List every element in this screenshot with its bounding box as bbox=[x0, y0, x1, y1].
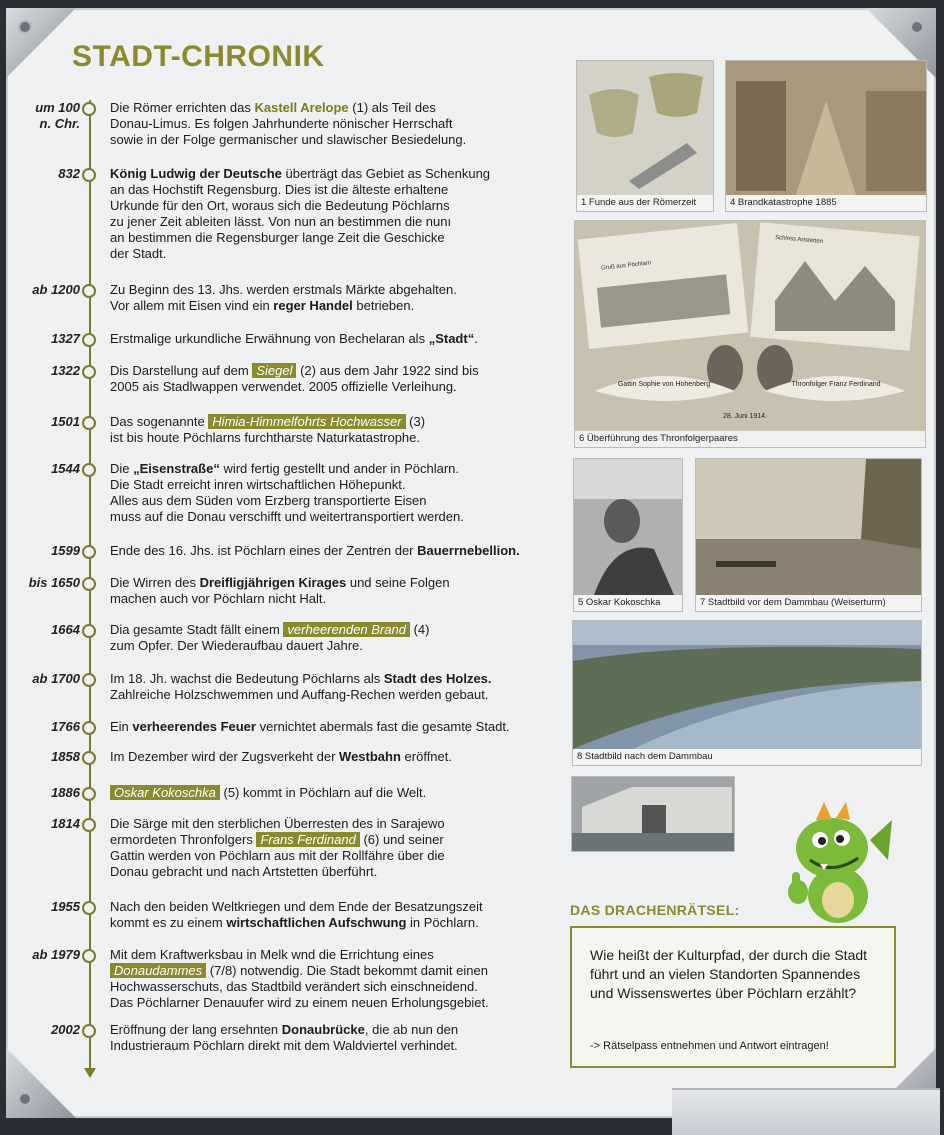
timeline-text bbox=[110, 899, 550, 931]
timeline-dot-icon bbox=[82, 901, 96, 915]
text-run: (2) aus dem Jahr 1922 sind bis 2005 ais Stadlwappen verwendet. 2005 offizielle Verleihung. bbox=[110, 363, 479, 394]
photo-image bbox=[726, 61, 926, 195]
timeline-dot-icon bbox=[82, 818, 96, 832]
tag-label: Oskar Kokoschka bbox=[110, 785, 220, 800]
screw-icon bbox=[20, 1094, 30, 1104]
timeline-arrow-icon bbox=[84, 1068, 96, 1078]
timeline-year: 1322 bbox=[51, 363, 80, 378]
highlight-run: Kastell Arelope bbox=[254, 100, 349, 115]
tag-label: verheerenden Brand bbox=[283, 622, 410, 637]
text-run: (5) kommt in Pöchlarn auf die Welt. bbox=[219, 785, 427, 800]
photo-flood-building bbox=[571, 776, 735, 852]
riddle-question: Wie heißt der Kulturpfad, der durch die Stadt führt und an vielen Standorten Spannendes und Wissenswertes über Pöchlarn erzählt? bbox=[590, 947, 868, 1001]
timeline-text bbox=[110, 575, 550, 607]
photo-caption: 5 Oskar Kokoschka bbox=[574, 595, 682, 611]
timeline-dot-icon bbox=[82, 787, 96, 801]
tag-label: Frans Ferdinand bbox=[256, 832, 359, 847]
screw-icon bbox=[912, 22, 922, 32]
timeline-year: 1327 bbox=[51, 331, 80, 346]
bold-run: Westbahn bbox=[339, 749, 401, 764]
timeline-text bbox=[110, 1022, 550, 1054]
text-run: Dia gesamte Stadt fällt einem bbox=[110, 622, 284, 637]
photo-image bbox=[577, 61, 713, 195]
timeline-dot-icon bbox=[82, 284, 96, 298]
timeline-text bbox=[110, 414, 550, 446]
timeline-year: 1766 bbox=[51, 719, 80, 734]
timeline-text bbox=[110, 363, 550, 395]
timeline-year: 1544 bbox=[51, 461, 80, 476]
timeline-dot-icon bbox=[82, 168, 96, 182]
timeline-dot-icon bbox=[82, 463, 96, 477]
timeline-year: um 100 n. Chr. bbox=[35, 100, 80, 131]
timeline-year: 832 bbox=[58, 166, 80, 181]
timeline-text bbox=[110, 816, 550, 880]
bold-run: verheerendes Feuer bbox=[132, 719, 256, 734]
timeline-dot-icon bbox=[82, 416, 96, 430]
postcard-right-title: Schloss Artstetten bbox=[774, 234, 824, 246]
photo-image bbox=[573, 621, 921, 749]
text-run: Ende des 16. Jhs. ist Pöchlarn eines der Zentren der bbox=[110, 543, 418, 558]
timeline-dot-icon bbox=[82, 673, 96, 687]
timeline-year: 1858 bbox=[51, 749, 80, 764]
timeline-dot-icon bbox=[82, 102, 96, 116]
text-run: , die ab nun den Industrieraum Pöchlarn direkt mit dem Waldviertel verhindet. bbox=[110, 1022, 459, 1053]
timeline-year: 1886 bbox=[51, 785, 80, 800]
timeline-dot-icon bbox=[82, 751, 96, 765]
photo-caption: 8 Stadtbild nach dem Dammbau bbox=[573, 749, 921, 765]
timeline-text bbox=[110, 331, 550, 347]
text-run: Mit dem Kraftwerksbau in Melk wnd die Errichtung eines bbox=[110, 947, 434, 962]
timeline-dot-icon bbox=[82, 577, 96, 591]
photo-after-dam bbox=[572, 620, 922, 766]
bold-run: wirtschaftlichen Aufschwung bbox=[226, 915, 407, 930]
text-run: . bbox=[474, 331, 478, 346]
riddle-hint: -> Rätselpass entnehmen und Antwort eintragen! bbox=[590, 1040, 829, 1052]
dragon-mascot-icon bbox=[780, 800, 895, 925]
timeline-text bbox=[110, 749, 550, 765]
photo-fire-1885 bbox=[725, 60, 927, 212]
photo-image bbox=[696, 459, 921, 595]
timeline-text bbox=[110, 166, 550, 262]
text-run: (4) zum Opfer. Der Wiederaufbau dauert Jahre. bbox=[110, 622, 430, 653]
text-run: (7/8) notwendig. Die Stadt bekommt damit einen Hochwasserschuts, das Stadtbild verändert sich einschneidend. Das Pöchlarner Denauufer wird zu einem neuen Erholungsgebiet. bbox=[110, 963, 489, 1010]
timeline-dot-icon bbox=[82, 721, 96, 735]
text-run: (3) ist bis houte Pöchlarns furchtharste Naturkatastrophe. bbox=[110, 414, 426, 445]
text-run: Die Särge mit den sterblichen Überresten des in Sarajewo ermordeten Thronfolgers bbox=[110, 816, 445, 847]
text-run: (6) und seiner Gattin werden von Pöchlarn aus mit der Rollfähre über die Donau gebracht und nach Artstetten überführt. bbox=[110, 832, 445, 879]
text-run: Das sogenannte bbox=[110, 414, 209, 429]
photo-roman-finds bbox=[576, 60, 714, 212]
timeline-text bbox=[110, 671, 550, 703]
tag-label: Donaudammes bbox=[110, 963, 206, 978]
corner-bracket bbox=[6, 1048, 76, 1118]
text-run: (1) als Teil des Donau-Limus. Es folgen Jahrhunderte nönischer Herrschaft sowie in der Folge germanischer und slawischer Besiedelung. bbox=[110, 100, 467, 147]
tag-label: Siegel bbox=[252, 363, 296, 378]
timeline-dot-icon bbox=[82, 545, 96, 559]
postcard-date: 28. Juni 1914. bbox=[723, 413, 767, 420]
timeline-year: ab 1979 bbox=[32, 947, 80, 962]
timeline-text bbox=[110, 100, 550, 148]
bold-run: Donaubrücke bbox=[281, 1022, 365, 1037]
timeline-year: bis 1650 bbox=[28, 575, 80, 590]
photo-image bbox=[575, 221, 925, 431]
photo-caption: 4 Brandkatastrophe 1885 bbox=[726, 195, 926, 211]
timeline-dot-icon bbox=[82, 333, 96, 347]
timeline-year: 1955 bbox=[51, 899, 80, 914]
postcard-left-title: Gruß aus Pöchlarn bbox=[600, 260, 652, 272]
text-run: Im Dezember wird der Zugsverkeht der bbox=[110, 749, 340, 764]
leaflet-holder[interactable] bbox=[672, 1088, 940, 1135]
riddle-box bbox=[570, 926, 896, 1068]
text-run: und seine Folgen machen auch vor Pöchlarn nicht Halt. bbox=[110, 575, 450, 606]
timeline-text bbox=[110, 622, 550, 654]
photo-caption: 1 Funde aus der Römerzeit bbox=[577, 195, 713, 211]
photo-kokoschka bbox=[573, 458, 683, 612]
timeline-text bbox=[110, 282, 550, 314]
text-run: in Pöchlarn. bbox=[406, 915, 479, 930]
photo-postcard-thronfolger bbox=[574, 220, 926, 448]
photo-before-dam bbox=[695, 458, 922, 612]
timeline-dot-icon bbox=[82, 624, 96, 638]
timeline-text bbox=[110, 461, 550, 525]
photo-image bbox=[574, 459, 682, 595]
text-run: vernichtet abermals fast die gesamte Stadt. bbox=[255, 719, 510, 734]
bold-run: „Eisenstraße“ bbox=[133, 461, 220, 476]
page-title: STADT-CHRONIK bbox=[72, 40, 325, 73]
text-run: Erstmalige urkundliche Erwähnung von Bechelaran als bbox=[110, 331, 429, 346]
photo-caption: 7 Stadtbild vor dem Dammbau (Weiserturm) bbox=[696, 595, 921, 611]
postcard-banner-left: Gattin Sophie von Hohenberg bbox=[617, 381, 711, 388]
timeline-year: 1501 bbox=[51, 414, 80, 429]
text-run: überträgt das Gebiet as Schenkung an das Hochstift Regensburg. Dies ist die älteste erhaltene Urkunde für den Ort, woraus sich die Bedeutung Pöchlarns zu jener Zeit ableiten lässt. Von nun an bestimmen die nunı an bestimmen die Regensburger lange Zeit die Geschicke der Stadt. bbox=[110, 166, 491, 261]
timeline-dot-icon bbox=[82, 949, 96, 963]
timeline-text bbox=[110, 543, 550, 559]
timeline-year: 1664 bbox=[51, 622, 80, 637]
text-run: betrieben. bbox=[352, 298, 415, 313]
timeline-year: ab 1200 bbox=[32, 282, 80, 297]
text-run: Zahlreiche Holzschwemmen und Auffang-Rechen werden gebaut. bbox=[110, 687, 489, 702]
bold-run: Dreifligjährigen Kirages bbox=[199, 575, 347, 590]
tag-label: Himia-Himmelfohrts Hochwasser bbox=[208, 414, 405, 429]
postcard-banner-right: Thronfolger Franz Ferdinand bbox=[791, 381, 881, 388]
text-run: wird fertig gestellt und ander in Pöchlarn. Die Stadt erreicht inren wirtschaftlichen Höhepunkt. Alles aus dem Süden vom Erzberg transportierte Eisen muss auf die Donau verschifft und weitertransportiert werden. bbox=[110, 461, 464, 524]
photo-caption: 6 Überführung des Thronfolgerpaares bbox=[575, 431, 925, 447]
timeline-dot-icon bbox=[82, 365, 96, 379]
bold-run: „Stadt“ bbox=[428, 331, 475, 346]
riddle-title: DAS DRACHENRÄTSEL: bbox=[570, 902, 740, 918]
text-run: Im 18. Jh. wachst die Bedeutung Pöchlarns als bbox=[110, 671, 384, 686]
bold-run: König Ludwig der Deutsche bbox=[110, 166, 282, 181]
timeline-year: ab 1700 bbox=[32, 671, 80, 686]
timeline-dot-icon bbox=[82, 1024, 96, 1038]
timeline-text bbox=[110, 719, 550, 735]
text-run: Die Römer errichten das bbox=[110, 100, 255, 115]
bold-run: Bauerrnebellion. bbox=[417, 543, 520, 558]
corner-bracket bbox=[6, 8, 76, 78]
text-run: Die Wirren des bbox=[110, 575, 200, 590]
text-run: eröffnet. bbox=[400, 749, 452, 764]
text-run: Ein bbox=[110, 719, 133, 734]
text-run: Zu Beginn des 13. Jhs. werden erstmals Märkte abgehalten. Vor allem mit Eisen vind ein bbox=[110, 282, 457, 313]
text-run: Eröffnung der lang ersehnten bbox=[110, 1022, 282, 1037]
text-run: Dis Darstellung auf dem bbox=[110, 363, 253, 378]
timeline-text bbox=[110, 785, 550, 801]
bold-run: Stadt des Holzes. bbox=[383, 671, 492, 686]
bold-run: reger Handel bbox=[273, 298, 353, 313]
timeline-year: 2002 bbox=[51, 1022, 80, 1037]
screw-icon bbox=[20, 22, 30, 32]
timeline-text bbox=[110, 947, 550, 1011]
text-run: Die bbox=[110, 461, 134, 476]
text-run: Nach den beiden Weltkriegen und dem Ende der Besatzungszeit kommt es zu einem bbox=[110, 899, 483, 930]
timeline-year: 1599 bbox=[51, 543, 80, 558]
timeline-year: 1814 bbox=[51, 816, 80, 831]
